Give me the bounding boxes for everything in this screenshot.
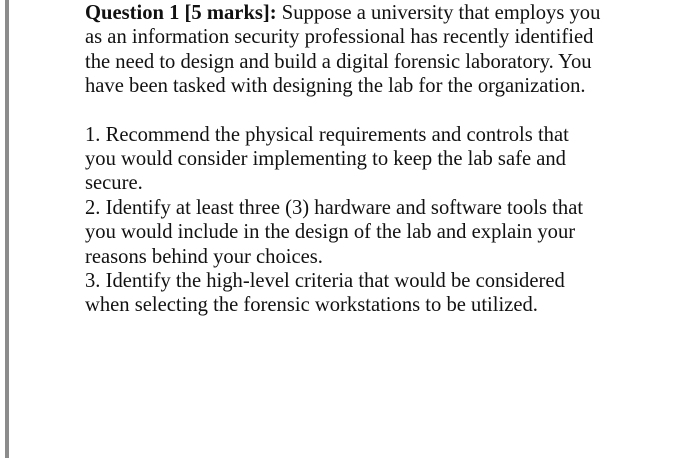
- task-line-4: 2. Identify at least three (3) hardware and software tools that: [85, 196, 584, 219]
- intro-line-2: as an information security professional has recently identified: [85, 26, 594, 49]
- task-list: [85, 123, 645, 318]
- intro-line-4: have been tasked with designing the lab for the organization.: [85, 75, 586, 98]
- task-line-7: 3. Identify the high-level criteria that would be considered: [85, 270, 565, 293]
- intro-line-1-text: Suppose a university that employs you: [276, 2, 601, 24]
- task-line-3: secure.: [85, 172, 143, 195]
- task-line-2: you would consider implementing to keep the lab safe and: [85, 148, 566, 171]
- question-intro: [85, 1, 645, 99]
- task-line-1: 1. Recommend the physical requirements and controls that: [85, 123, 569, 146]
- intro-line-3: the need to design and build a digital forensic laboratory. You: [85, 50, 592, 73]
- task-line-8: when selecting the forensic workstations to be utilized.: [85, 294, 538, 317]
- task-line-5: you would include in the design of the lab and explain your: [85, 221, 576, 244]
- question-content: [85, 1, 645, 318]
- question-label: Question 1 [5 marks]:: [85, 2, 277, 24]
- task-line-6: reasons behind your choices.: [85, 245, 323, 268]
- intro-line-1: [85, 1, 645, 25]
- left-border-bar: [5, 0, 9, 458]
